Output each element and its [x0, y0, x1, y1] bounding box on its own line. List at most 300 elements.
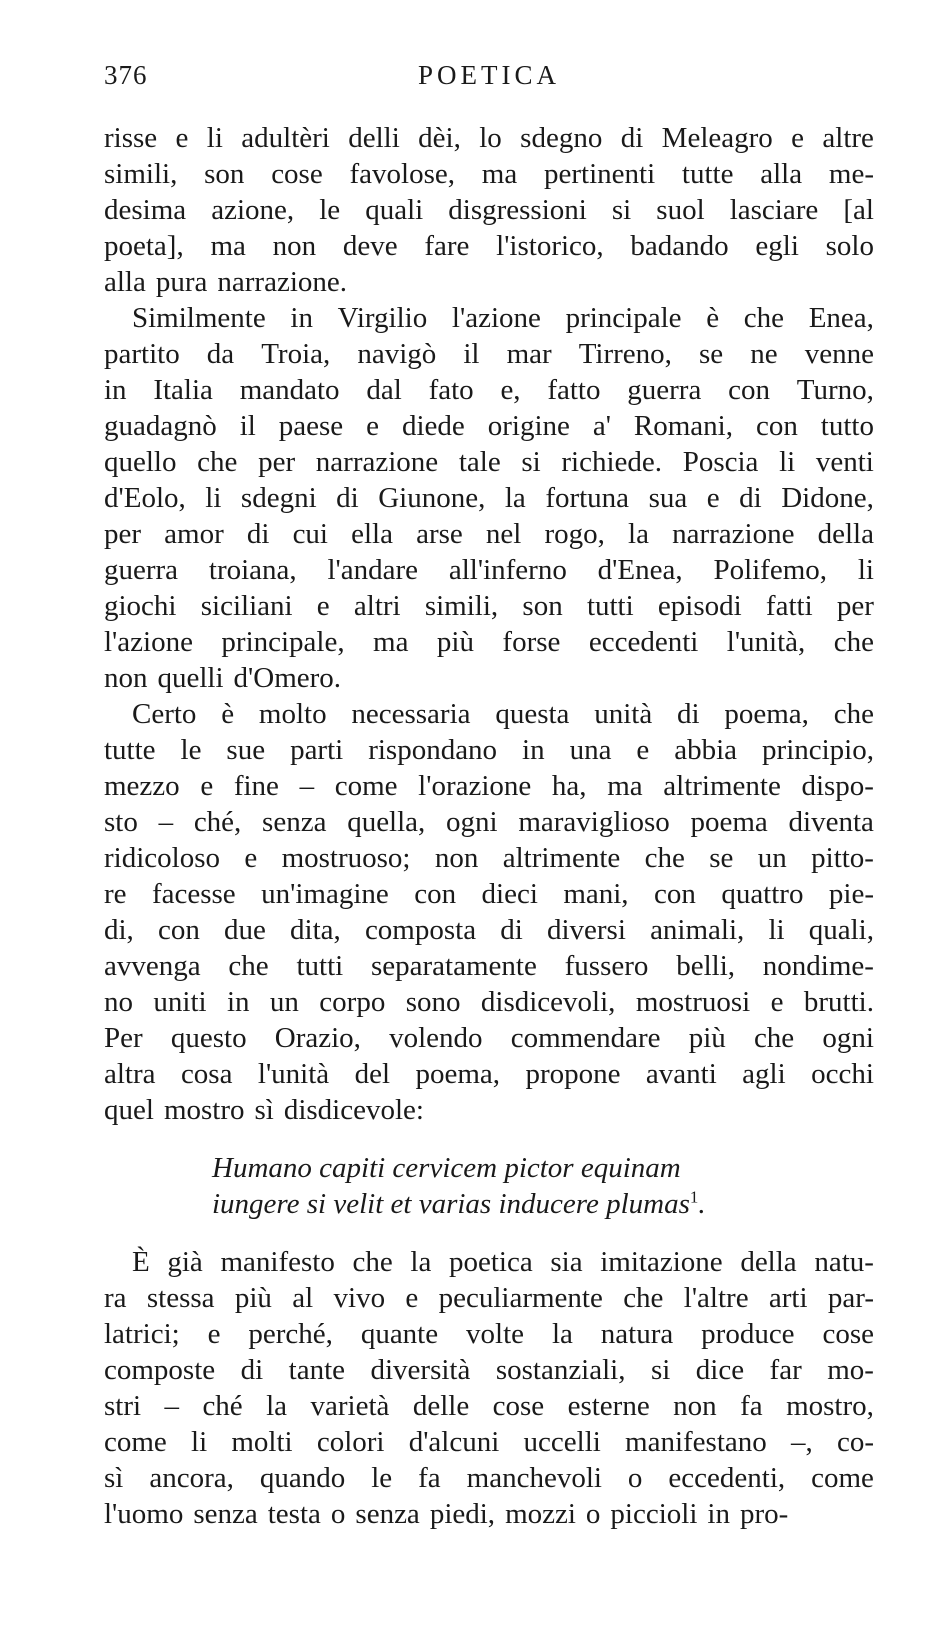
word: mo-: [827, 1354, 874, 1386]
word: sì: [254, 1094, 274, 1126]
word: con: [157, 914, 200, 946]
word: ma: [373, 626, 409, 658]
word: come: [811, 1462, 874, 1494]
word: diversità: [370, 1354, 471, 1386]
word: l'azione: [451, 302, 541, 334]
word: di: [240, 1354, 264, 1386]
word: non: [434, 842, 479, 874]
word: cosa: [180, 1058, 233, 1090]
word: ché,: [193, 806, 242, 838]
word: e: [770, 986, 784, 1018]
word: dieci: [481, 878, 538, 910]
word: di,: [104, 914, 134, 946]
word: l'istorico,: [496, 230, 604, 262]
text-line: [104, 516, 874, 552]
word: colori: [316, 1426, 385, 1458]
word: con: [414, 878, 457, 910]
word: manchevoli: [466, 1462, 602, 1494]
word: alla: [760, 158, 803, 190]
word: il: [463, 338, 480, 370]
word: le: [180, 734, 202, 766]
word: altri: [353, 590, 401, 622]
word: brutti.: [803, 986, 874, 1018]
paragraph: [104, 1244, 874, 1532]
word: se: [699, 338, 724, 370]
word: d'alcuni: [408, 1426, 500, 1458]
text-line: [104, 444, 874, 480]
paragraph: [104, 300, 874, 696]
text-line: [104, 912, 874, 948]
word: forse: [502, 626, 561, 658]
paragraph: [104, 696, 874, 1128]
word: Turno,: [796, 374, 874, 406]
word: non: [104, 662, 148, 694]
word: si: [521, 446, 541, 478]
word: da: [206, 338, 235, 370]
word: abbia: [674, 734, 738, 766]
word: È: [132, 1246, 150, 1278]
word: parti: [290, 734, 344, 766]
word: di: [500, 914, 523, 946]
word: ne: [750, 338, 778, 370]
text-line: [104, 948, 874, 984]
word: testa: [267, 1498, 321, 1530]
word: animali,: [650, 914, 745, 946]
word: che: [833, 698, 874, 730]
word: giochi: [104, 590, 177, 622]
word: guadagnò: [104, 410, 217, 442]
word: egli: [755, 230, 799, 262]
word: le: [371, 1462, 393, 1494]
word: composta: [364, 914, 477, 946]
text-line: [104, 552, 874, 588]
word: cose: [492, 1390, 545, 1422]
word: tale: [458, 446, 501, 478]
word: facesse: [151, 878, 236, 910]
word: con: [654, 878, 696, 910]
word: azione,: [211, 194, 295, 226]
word: disgressioni: [448, 194, 587, 226]
word: no: [104, 986, 133, 1018]
word: la: [504, 482, 526, 514]
word: latrici;: [104, 1318, 180, 1350]
word: di: [246, 518, 270, 550]
word: quel: [104, 1094, 154, 1126]
word: fa: [740, 1390, 763, 1422]
word: disdicevoli,: [480, 986, 616, 1018]
word: e: [405, 1282, 419, 1314]
word: poema: [690, 806, 768, 838]
word: piedi,: [429, 1498, 496, 1530]
word: la: [410, 1246, 432, 1278]
word: o: [627, 1462, 643, 1494]
word: un: [269, 986, 299, 1018]
word: si: [611, 194, 632, 226]
word: ogni: [822, 1022, 874, 1054]
text-line: [104, 696, 874, 732]
word: sdegno: [520, 122, 603, 154]
text-line: [104, 1316, 874, 1352]
word: arti: [768, 1282, 808, 1314]
running-title: POETICA: [418, 60, 560, 90]
word: –,: [790, 1426, 813, 1458]
word: e: [316, 590, 330, 622]
word: la: [551, 1318, 573, 1350]
text-line: [104, 984, 874, 1020]
word: Meleagro: [661, 122, 773, 154]
word: che: [833, 626, 874, 658]
verse-line: [212, 1186, 874, 1222]
word: ha,: [551, 770, 587, 802]
text-line: [104, 372, 874, 408]
word: li: [205, 482, 222, 514]
text-line: [104, 156, 874, 192]
word: sia: [550, 1246, 583, 1278]
word: [al: [843, 194, 874, 226]
word: di: [739, 482, 762, 514]
word: venti: [815, 446, 874, 478]
word: d'Enea,: [597, 554, 683, 586]
text-line: [104, 624, 874, 660]
word: li: [857, 554, 874, 586]
word: risse: [104, 122, 158, 154]
word: e: [244, 842, 258, 874]
word: che: [228, 950, 269, 982]
word: re: [104, 878, 127, 910]
word: occhi: [811, 1058, 874, 1090]
word: lo: [479, 122, 502, 154]
word: troiana,: [208, 554, 297, 586]
word: in: [707, 1498, 730, 1530]
text-line: [104, 336, 874, 372]
word: rispondano: [368, 734, 498, 766]
word: volte: [466, 1318, 525, 1350]
word: con: [755, 410, 798, 442]
word: senza: [262, 806, 327, 838]
word: li: [191, 1426, 208, 1458]
text-line: [104, 732, 874, 768]
word: quelli: [157, 662, 224, 694]
word: per: [258, 446, 296, 478]
word: stri: [104, 1390, 142, 1422]
word: o: [585, 1498, 601, 1530]
word: necessaria: [351, 698, 471, 730]
word: mezzo: [104, 770, 180, 802]
text-line: [104, 660, 874, 696]
word: due: [224, 914, 266, 946]
word: sue: [226, 734, 266, 766]
word: tutte: [104, 734, 156, 766]
word: sdegni: [240, 482, 317, 514]
word: che: [623, 1282, 664, 1314]
word: son: [204, 158, 245, 190]
word: simili,: [424, 590, 499, 622]
word: Giunone,: [378, 482, 486, 514]
text-line: [104, 300, 874, 336]
word: si: [650, 1354, 671, 1386]
word: mar: [506, 338, 552, 370]
word: l'orazione: [418, 770, 532, 802]
word: di: [336, 482, 359, 514]
word: la: [628, 518, 649, 550]
word: di: [620, 122, 644, 154]
word: pitto-: [811, 842, 874, 874]
word: senza: [193, 1498, 258, 1530]
word: –: [299, 770, 315, 802]
word: un: [757, 842, 787, 874]
word: desima: [104, 194, 187, 226]
word: corpo: [319, 986, 386, 1018]
word: ridicoloso: [104, 842, 220, 874]
word: questo: [170, 1022, 247, 1054]
word: Polifemo,: [713, 554, 828, 586]
word: Didone,: [781, 482, 874, 514]
word: favolose,: [349, 158, 455, 190]
word: avanti: [645, 1058, 717, 1090]
word: natu-: [814, 1246, 874, 1278]
word: molto: [258, 698, 327, 730]
word: poema,: [724, 698, 809, 730]
word: cose: [271, 158, 323, 190]
word: per: [104, 518, 142, 550]
word: l'unità: [257, 1058, 330, 1090]
word: sono: [405, 986, 461, 1018]
word: perché,: [248, 1318, 333, 1350]
word: far: [769, 1354, 802, 1386]
word: Per: [104, 1022, 143, 1054]
verse-line-text: iungere si velit et varias inducere plumas: [212, 1188, 690, 1220]
text-line: [104, 804, 874, 840]
body-text: [104, 120, 874, 1532]
word: ma: [481, 158, 518, 190]
word: fato: [428, 374, 474, 406]
word: alla: [104, 266, 146, 298]
text-line: [104, 228, 874, 264]
word: mani,: [563, 878, 629, 910]
word: diversi: [546, 914, 626, 946]
word: volendo: [389, 1022, 483, 1054]
word: una: [569, 734, 612, 766]
word: li: [768, 914, 785, 946]
word: come: [334, 770, 398, 802]
word: stessa: [146, 1282, 215, 1314]
word: che: [644, 842, 685, 874]
word: a': [592, 410, 611, 442]
word: e,: [500, 374, 521, 406]
word: uccelli: [523, 1426, 601, 1458]
text-line: [104, 840, 874, 876]
word: principale,: [221, 626, 345, 658]
word: del: [354, 1058, 391, 1090]
word: eccedenti,: [668, 1462, 786, 1494]
word: pura: [155, 266, 208, 298]
word: eccedenti: [588, 626, 699, 658]
paragraph: [104, 120, 874, 300]
word: e: [706, 482, 720, 514]
word: principale: [565, 302, 682, 334]
verse-quotation: [104, 1150, 874, 1222]
word: disdicevole:: [283, 1094, 424, 1126]
word: imitazione: [600, 1246, 723, 1278]
word: quella,: [347, 806, 426, 838]
word: belli,: [676, 950, 735, 982]
word: dice: [695, 1354, 745, 1386]
word: ma: [607, 770, 643, 802]
word: mostruosi: [635, 986, 751, 1018]
word: poema,: [415, 1058, 501, 1090]
word: quando: [259, 1462, 346, 1494]
page-header: [104, 60, 874, 100]
text-line: [104, 1460, 874, 1496]
text-line: [104, 1496, 874, 1532]
word: più: [234, 1282, 272, 1314]
word: come: [104, 1426, 167, 1458]
word: quali,: [808, 914, 874, 946]
word: questa: [495, 698, 570, 730]
verse-final-punct: .: [698, 1188, 706, 1220]
word: ché: [202, 1390, 243, 1422]
word: adultèri: [241, 122, 330, 154]
word: commendare: [510, 1022, 661, 1054]
text-line: [104, 1092, 874, 1128]
text-line: [104, 192, 874, 228]
word: delle: [412, 1390, 470, 1422]
word: senza: [355, 1498, 420, 1530]
word: avvenga: [104, 950, 201, 982]
word: fatti: [765, 590, 813, 622]
word: che: [753, 1022, 795, 1054]
word: più: [688, 1022, 726, 1054]
word: lasciare: [729, 194, 819, 226]
word: Italia: [153, 374, 213, 406]
word: sua: [648, 482, 688, 514]
word: principio,: [762, 734, 874, 766]
word: siciliani: [200, 590, 293, 622]
word: rogo,: [544, 518, 605, 550]
word: sostanziali,: [495, 1354, 626, 1386]
word: me-: [828, 158, 874, 190]
word: di: [677, 698, 700, 730]
word: d'Eolo,: [104, 482, 186, 514]
word: in: [290, 302, 313, 334]
word: della: [817, 518, 874, 550]
word: uniti: [153, 986, 207, 1018]
word: separatamente: [371, 950, 537, 982]
word: cui: [292, 518, 328, 550]
verse-line: Humano capiti cervicem pictor equinam: [212, 1152, 681, 1184]
word: altrimente: [502, 842, 621, 874]
word: dèi,: [418, 122, 461, 154]
word: che: [197, 446, 238, 478]
word: mostro: [163, 1094, 245, 1126]
word: guerra: [104, 554, 179, 586]
text-line: [104, 264, 874, 300]
text-line: [104, 480, 874, 516]
word: tutti: [586, 590, 634, 622]
word: amor: [164, 518, 224, 550]
word: ella: [351, 518, 393, 550]
word: nondime-: [762, 950, 874, 982]
word: Tirreno,: [578, 338, 672, 370]
word: varietà: [310, 1390, 390, 1422]
word: d'Omero.: [233, 662, 342, 694]
word: l'uomo: [104, 1498, 184, 1530]
word: –: [158, 806, 174, 838]
word: vivo: [333, 1282, 386, 1314]
word: il: [239, 410, 256, 442]
word: cose: [822, 1318, 874, 1350]
word: e: [791, 122, 805, 154]
word: episodi: [657, 590, 742, 622]
word: produce: [701, 1318, 795, 1350]
word: composte: [104, 1354, 216, 1386]
word: per: [836, 590, 874, 622]
footnote-mark: 1: [689, 1187, 699, 1207]
word: fatto: [547, 374, 601, 406]
word: tutte: [681, 158, 734, 190]
word: della: [740, 1246, 797, 1278]
word: diede: [401, 410, 465, 442]
word: simili,: [104, 158, 178, 190]
word: Troia,: [261, 338, 331, 370]
word: origine: [487, 410, 570, 442]
word: partito: [104, 338, 180, 370]
word: li: [206, 122, 223, 154]
word: tante: [288, 1354, 346, 1386]
word: dispo-: [801, 770, 874, 802]
text-line: [104, 1244, 874, 1280]
word: mostruoso;: [281, 842, 411, 874]
word: quali: [365, 194, 424, 226]
text-line: [104, 876, 874, 912]
word: un'imagine: [261, 878, 389, 910]
word: Enea,: [808, 302, 874, 334]
text-line: [104, 588, 874, 624]
word: unità: [594, 698, 653, 730]
word: mandato: [239, 374, 340, 406]
word: paese: [278, 410, 344, 442]
word: venne: [804, 338, 874, 370]
word: è: [221, 698, 235, 730]
word: e: [207, 1318, 221, 1350]
word: fare: [424, 230, 470, 262]
word: propone: [525, 1058, 621, 1090]
word: fine: [233, 770, 279, 802]
word: pie-: [828, 878, 874, 910]
word: la: [266, 1390, 288, 1422]
word: non: [673, 1390, 717, 1422]
paragraphs: [104, 120, 874, 1128]
word: Certo: [132, 698, 197, 730]
word: pro-: [739, 1498, 789, 1530]
word: Similmente: [132, 302, 266, 334]
word: con: [728, 374, 770, 406]
word: e: [200, 770, 214, 802]
word: mozzi: [505, 1498, 576, 1530]
word: ancora,: [149, 1462, 234, 1494]
word: delli: [348, 122, 400, 154]
word: l'andare: [327, 554, 419, 586]
word: natura: [600, 1318, 674, 1350]
word: che: [743, 302, 785, 334]
word: maraviglioso: [518, 806, 670, 838]
word: l'azione: [104, 626, 193, 658]
word: richiede.: [561, 446, 663, 478]
word: è: [706, 302, 720, 334]
word: se: [709, 842, 734, 874]
word: molti: [231, 1426, 293, 1458]
word: fussero: [564, 950, 649, 982]
